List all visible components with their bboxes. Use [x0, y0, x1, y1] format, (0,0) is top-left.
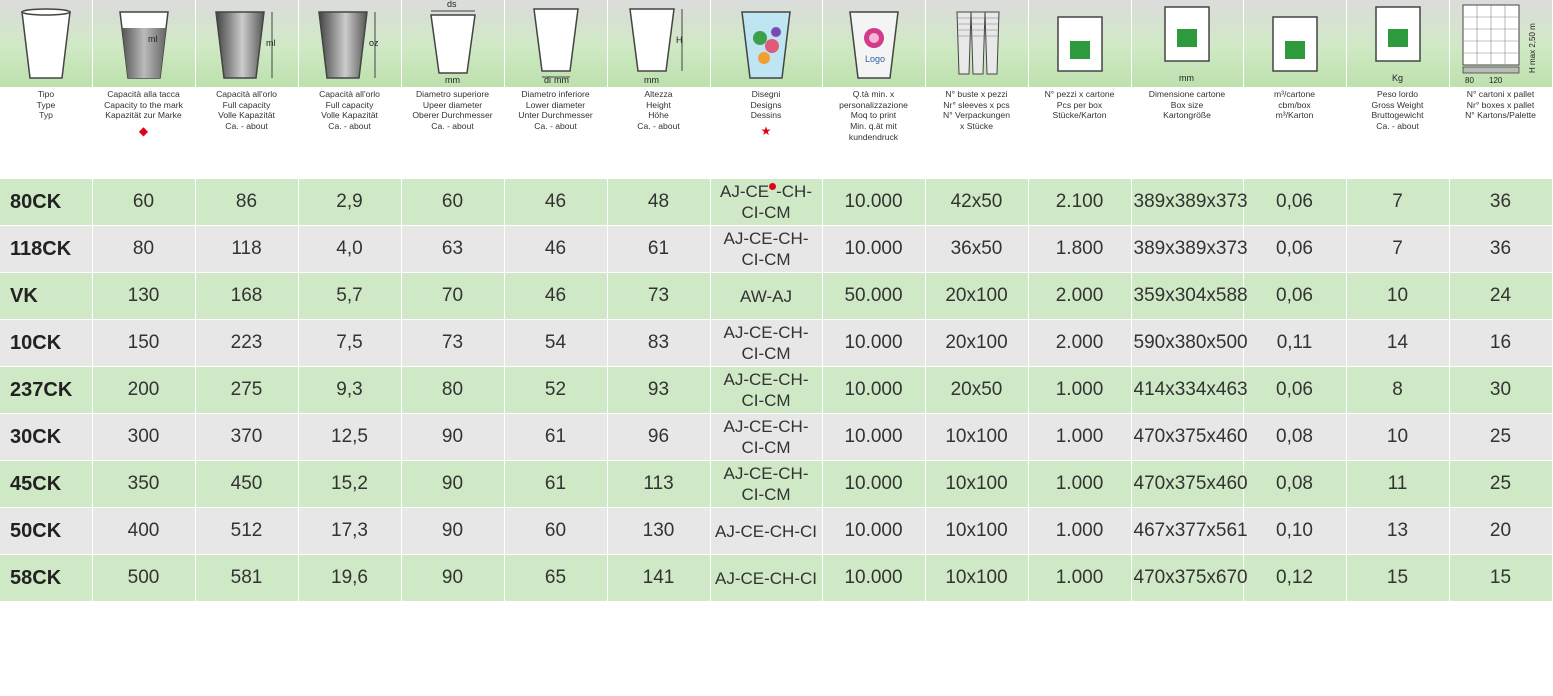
table-cell: 1.000	[1028, 508, 1131, 555]
red-dot-icon	[769, 183, 776, 190]
column-header-line: Gross Weight	[1371, 99, 1424, 110]
star-icon: ★	[760, 123, 772, 138]
column-header-line: Capacità all'orlo	[319, 89, 380, 99]
column-header	[298, 87, 401, 179]
cup-icon	[16, 4, 76, 84]
column-header-line: x Stücke	[960, 120, 993, 131]
table-cell: 90	[401, 414, 504, 461]
column-header-line: N° Verpackungen	[943, 110, 1010, 121]
table-cell: 5,7	[298, 273, 401, 320]
table-cell: 400	[92, 508, 195, 555]
column-header-line: Box size	[1170, 99, 1204, 110]
table-cell: 60	[401, 179, 504, 226]
column-header-line: Capacity to the mark	[104, 99, 183, 110]
table-cell: 86	[195, 179, 298, 226]
table-cell: 10x100	[925, 461, 1028, 508]
column-header-line: Peso lordo	[1376, 89, 1419, 99]
cup-fill-mark-icon	[112, 4, 176, 84]
table-cell: 90	[401, 555, 504, 602]
product-code: VK	[0, 273, 92, 320]
column-header	[925, 87, 1028, 179]
table-cell: 1.000	[1028, 461, 1131, 508]
column-header-line: Höhe	[648, 110, 669, 121]
table-cell: 389x389x373	[1131, 179, 1243, 226]
product-code: 10CK	[0, 320, 92, 367]
table-row	[0, 414, 1552, 461]
table-cell: 20x100	[925, 273, 1028, 320]
table-cell: 20x50	[925, 367, 1028, 414]
table-cell: 90	[401, 508, 504, 555]
data-body	[0, 179, 1552, 602]
column-header-line: Ca. - about	[637, 120, 680, 131]
table-cell: 223	[195, 320, 298, 367]
column-header-line: Diametro superiore	[415, 89, 490, 99]
product-code: 237CK	[0, 367, 92, 414]
designs-cell: AJ-CE-CH-CI-CM	[710, 414, 822, 461]
product-code: 45CK	[0, 461, 92, 508]
table-cell: 61	[504, 461, 607, 508]
table-cell: 1.000	[1028, 367, 1131, 414]
icon-cell	[504, 0, 607, 87]
column-header-line: Full capacity	[325, 99, 374, 110]
column-header	[92, 87, 195, 179]
box-size-icon	[1157, 3, 1217, 85]
svg-text:Kg: Kg	[1391, 72, 1403, 83]
table-cell: 8	[1346, 367, 1449, 414]
header-row	[0, 87, 1552, 179]
table-cell: 14	[1346, 320, 1449, 367]
table-cell: 73	[607, 273, 710, 320]
diamond-icon: ◆	[138, 123, 149, 138]
table-cell: 10.000	[822, 179, 925, 226]
column-header-line: Stücke/Karton	[1052, 110, 1107, 121]
product-code: 50CK	[0, 508, 92, 555]
column-header-line: Kapazität zur Marke	[105, 110, 182, 121]
column-header	[401, 87, 504, 179]
column-header-line: cbm/box	[1278, 99, 1311, 110]
table-cell: 141	[607, 555, 710, 602]
column-header	[504, 87, 607, 179]
column-header-line: Full capacity	[222, 99, 271, 110]
table-cell: 113	[607, 461, 710, 508]
column-header-line: Nr° sleeves x pcs	[943, 99, 1010, 110]
table-cell: 590x380x500	[1131, 320, 1243, 367]
svg-text:ml: ml	[147, 33, 157, 44]
column-header-line: Dimensione cartone	[1148, 89, 1226, 99]
column-header-line: Ca. - about	[1376, 120, 1419, 131]
column-header	[1243, 87, 1346, 179]
table-cell: 10x100	[925, 414, 1028, 461]
table-cell: 389x389x373	[1131, 226, 1243, 273]
table-cell: 42x50	[925, 179, 1028, 226]
table-cell: 46	[504, 273, 607, 320]
table-cell: 13	[1346, 508, 1449, 555]
icon-cell	[1449, 0, 1552, 87]
table-cell: 200	[92, 367, 195, 414]
table-cell: 300	[92, 414, 195, 461]
table-cell: 46	[504, 179, 607, 226]
table-cell: 0,06	[1243, 179, 1346, 226]
icon-cell	[0, 0, 92, 87]
svg-text:mm: mm	[553, 74, 569, 85]
column-header-line: m³/Karton	[1275, 110, 1314, 121]
column-header	[1028, 87, 1131, 179]
table-cell: 0,08	[1243, 414, 1346, 461]
table-cell: 150	[92, 320, 195, 367]
table-cell: 46	[504, 226, 607, 273]
table-cell: 48	[607, 179, 710, 226]
table-cell: 11	[1346, 461, 1449, 508]
column-header-line: Volle Kapazität	[321, 110, 378, 121]
table-cell: 80	[92, 226, 195, 273]
column-header-line: Upeer diameter	[422, 99, 483, 110]
table-cell: 90	[401, 461, 504, 508]
table-row	[0, 555, 1552, 602]
column-header	[195, 87, 298, 179]
pallet-icon	[1459, 1, 1543, 87]
table-cell: 581	[195, 555, 298, 602]
column-header-line: Bruttogewicht	[1371, 110, 1424, 121]
svg-text:80: 80	[1464, 75, 1474, 85]
column-header-line: Typ	[39, 110, 53, 121]
svg-text:Logo: Logo	[864, 53, 885, 64]
table-row	[0, 320, 1552, 367]
column-header-line: Pcs per box	[1056, 99, 1103, 110]
cup-top-diameter-icon	[421, 0, 485, 85]
column-header-line: Type	[36, 99, 56, 110]
table-cell: 10.000	[822, 414, 925, 461]
column-header	[607, 87, 710, 179]
cup-height-icon	[624, 3, 694, 85]
designs-cell: AW-AJ	[710, 273, 822, 320]
icon-cell	[1028, 0, 1131, 87]
table-row	[0, 508, 1552, 555]
column-header-line: N° pezzi x cartone	[1044, 89, 1115, 99]
table-cell: 0,06	[1243, 367, 1346, 414]
table-cell: 96	[607, 414, 710, 461]
table-cell: 118	[195, 226, 298, 273]
table-cell: 15	[1449, 555, 1552, 602]
column-header-line: Unter Durchmesser	[518, 110, 593, 121]
product-code: 58CK	[0, 555, 92, 602]
table-cell: 12,5	[298, 414, 401, 461]
table-cell: 470x375x460	[1131, 414, 1243, 461]
svg-text:120: 120	[1488, 75, 1502, 85]
column-header-line: Designs	[750, 99, 782, 110]
column-header	[0, 87, 92, 179]
svg-text:mm: mm	[444, 74, 460, 85]
table-cell: 500	[92, 555, 195, 602]
column-header	[822, 87, 925, 179]
table-cell: 2.000	[1028, 320, 1131, 367]
column-header-line: Disegni	[751, 89, 781, 99]
table-cell: 24	[1449, 273, 1552, 320]
svg-text:H: H	[675, 34, 682, 45]
table-cell: 83	[607, 320, 710, 367]
table-cell: 10.000	[822, 555, 925, 602]
table-cell: 10.000	[822, 461, 925, 508]
column-header	[1346, 87, 1449, 179]
table-cell: 2,9	[298, 179, 401, 226]
cup-design-icon	[734, 4, 798, 84]
table-cell: 15	[1346, 555, 1449, 602]
cup-stack-icon	[947, 4, 1007, 84]
icon-cell	[92, 0, 195, 87]
column-header	[1449, 87, 1552, 179]
table-cell: 350	[92, 461, 195, 508]
table-cell: 10.000	[822, 226, 925, 273]
icon-cell	[1346, 0, 1449, 87]
column-header-line: personalizzazione	[839, 99, 908, 110]
column-header-line: Ca. - about	[328, 120, 371, 131]
column-header-line: Diametro inferiore	[521, 89, 590, 99]
table-row	[0, 367, 1552, 414]
table-cell: 2.100	[1028, 179, 1131, 226]
table-cell: 15,2	[298, 461, 401, 508]
icon-cell	[1131, 0, 1243, 87]
box-volume-icon	[1267, 11, 1323, 77]
table-cell: 10.000	[822, 367, 925, 414]
column-header-line: Altezza	[644, 89, 673, 99]
svg-text:mm: mm	[643, 74, 659, 85]
product-code: 118CK	[0, 226, 92, 273]
table-cell: 73	[401, 320, 504, 367]
cup-full-oz-icon	[313, 4, 387, 84]
table-cell: 10	[1346, 273, 1449, 320]
table-cell: 10.000	[822, 320, 925, 367]
column-header-line: Min. q.ät mit	[850, 120, 897, 131]
table-cell: 168	[195, 273, 298, 320]
designs-cell: AJ-CE-CH-CI-CM	[710, 226, 822, 273]
table-cell: 1.000	[1028, 555, 1131, 602]
table-cell: 16	[1449, 320, 1552, 367]
product-code: 30CK	[0, 414, 92, 461]
table-cell: 130	[607, 508, 710, 555]
table-cell: 20	[1449, 508, 1552, 555]
column-header	[710, 87, 822, 179]
icon-cell	[822, 0, 925, 87]
column-header-line: Dessins	[750, 110, 782, 121]
icon-cell	[607, 0, 710, 87]
column-header-line: N° Kartons/Palette	[1465, 110, 1536, 121]
table-cell: 414x334x463	[1131, 367, 1243, 414]
icon-cell	[298, 0, 401, 87]
column-header-line: Ca. - about	[534, 120, 577, 131]
column-header-line: Capacità all'orlo	[216, 89, 277, 99]
table-cell: 60	[92, 179, 195, 226]
svg-text:H max 2,50 m: H max 2,50 m	[1527, 22, 1537, 73]
table-cell: 25	[1449, 461, 1552, 508]
table-cell: 467x377x561	[1131, 508, 1243, 555]
table-cell: 19,6	[298, 555, 401, 602]
table-cell: 63	[401, 226, 504, 273]
table-cell: 0,11	[1243, 320, 1346, 367]
table-cell: 7,5	[298, 320, 401, 367]
designs-cell: AJ-CE-CH-CI-CM	[710, 461, 822, 508]
table-cell: 36	[1449, 226, 1552, 273]
table-cell: 7	[1346, 179, 1449, 226]
product-code: 80CK	[0, 179, 92, 226]
column-header-line: Kartongröße	[1163, 110, 1211, 121]
column-header-line: Moq to print	[850, 110, 897, 121]
table-row	[0, 273, 1552, 320]
svg-text:ml: ml	[265, 37, 275, 48]
cup-logo-icon	[842, 4, 906, 84]
table-cell: 0,10	[1243, 508, 1346, 555]
column-header-line: N° buste x pezzi	[945, 89, 1008, 99]
table-cell: 70	[401, 273, 504, 320]
table-cell: 0,06	[1243, 273, 1346, 320]
table-cell: 52	[504, 367, 607, 414]
table-cell: 60	[504, 508, 607, 555]
table-cell: 130	[92, 273, 195, 320]
icon-cell	[925, 0, 1028, 87]
cup-bottom-diameter-icon	[524, 3, 588, 85]
table-cell: 65	[504, 555, 607, 602]
table-cell: 0,08	[1243, 461, 1346, 508]
table-cell: 359x304x588	[1131, 273, 1243, 320]
table-cell: 80	[401, 367, 504, 414]
column-header-line: Capacità alla tacca	[107, 89, 180, 99]
table-cell: 1.000	[1028, 414, 1131, 461]
table-row	[0, 179, 1552, 226]
column-header-line: Nr° boxes x pallet	[1466, 99, 1535, 110]
table-cell: 0,06	[1243, 226, 1346, 273]
table-cell: 10.000	[822, 508, 925, 555]
column-header-line: Tipo	[37, 89, 55, 99]
icon-row	[0, 0, 1552, 87]
table-cell: 370	[195, 414, 298, 461]
table-cell: 36x50	[925, 226, 1028, 273]
designs-cell: AJ-CE-CH-CI-CM	[710, 320, 822, 367]
table-cell: 25	[1449, 414, 1552, 461]
column-header-line: Ca. - about	[225, 120, 268, 131]
column-header-line: Height	[646, 99, 671, 110]
designs-cell: AJ-CE-CH-CI	[710, 555, 822, 602]
table-cell: 61	[607, 226, 710, 273]
designs-cell: AJ-CE-CH-CI-CM	[710, 367, 822, 414]
box-weight-icon	[1368, 3, 1428, 85]
table-row	[0, 461, 1552, 508]
table-cell: 10x100	[925, 555, 1028, 602]
designs-cell: AJ-CE -CH-CI-CM	[710, 179, 822, 226]
column-header-line: Ca. - about	[431, 120, 474, 131]
table-cell: 275	[195, 367, 298, 414]
column-header-line: N° cartoni x pallet	[1466, 89, 1535, 99]
table-cell: 470x375x670	[1131, 555, 1243, 602]
table-cell: 10x100	[925, 508, 1028, 555]
table-cell: 93	[607, 367, 710, 414]
icon-cell	[1243, 0, 1346, 87]
table-cell: 20x100	[925, 320, 1028, 367]
table-cell: 30	[1449, 367, 1552, 414]
table-cell: 512	[195, 508, 298, 555]
cup-full-ml-icon	[210, 4, 284, 84]
icon-cell	[401, 0, 504, 87]
table-cell: 50.000	[822, 273, 925, 320]
table-cell: 54	[504, 320, 607, 367]
column-header	[1131, 87, 1243, 179]
table-cell: 0,12	[1243, 555, 1346, 602]
column-header-line: Oberer Durchmesser	[412, 110, 493, 121]
table-cell: 10	[1346, 414, 1449, 461]
icon-cell	[195, 0, 298, 87]
table-cell: 9,3	[298, 367, 401, 414]
icon-cell	[710, 0, 822, 87]
column-header-line: kundendruck	[848, 131, 899, 142]
svg-text:oz: oz	[368, 37, 379, 48]
table-cell: 1.800	[1028, 226, 1131, 273]
box-icon	[1052, 11, 1108, 77]
table-cell: 17,3	[298, 508, 401, 555]
table-cell: 7	[1346, 226, 1449, 273]
svg-text:di: di	[543, 74, 551, 85]
svg-text:ds: ds	[446, 0, 457, 9]
designs-cell: AJ-CE-CH-CI	[710, 508, 822, 555]
table-cell: 61	[504, 414, 607, 461]
column-header-line: Q.tà min. x	[852, 89, 895, 99]
table-cell: 36	[1449, 179, 1552, 226]
svg-text:mm: mm	[1179, 72, 1194, 83]
table-cell: 450	[195, 461, 298, 508]
table-row	[0, 226, 1552, 273]
table-cell: 2.000	[1028, 273, 1131, 320]
table-cell: 4,0	[298, 226, 401, 273]
column-header-line: Lower diameter	[525, 99, 586, 110]
column-header-line: Volle Kapazität	[218, 110, 275, 121]
column-header-line: m³/cartone	[1273, 89, 1316, 99]
table-cell: 470x375x460	[1131, 461, 1243, 508]
